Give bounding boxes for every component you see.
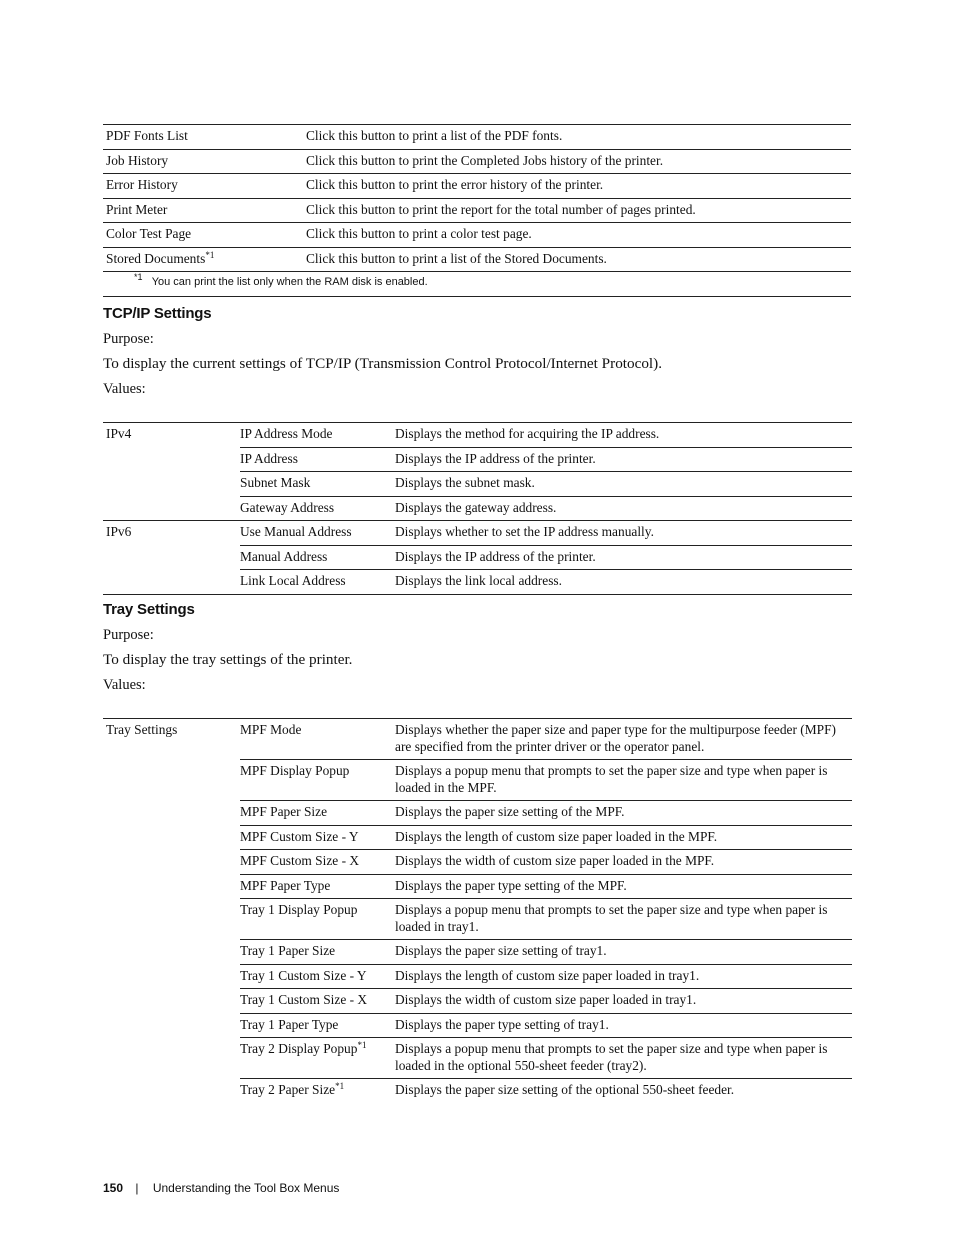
purpose-label: Purpose: (103, 331, 154, 347)
table-row (103, 247, 851, 272)
setting-description: Displays whether the paper size and paper type for the multipurpose feeder (MPF) are specified from the printer driver or the operator panel. (395, 719, 852, 760)
group-name: IPv6 (106, 524, 132, 539)
report-description: Click this button to print a color test page. (306, 223, 851, 248)
report-name: PDF Fonts List (103, 125, 306, 150)
section-heading-tray: Tray Settings (103, 601, 195, 618)
setting-name: IP Address Mode (240, 423, 395, 448)
table-row (103, 174, 851, 199)
report-name: Color Test Page (103, 223, 306, 248)
setting-name: MPF Custom Size - Y (240, 825, 395, 850)
footnote-text: You can print the list only when the RAM disk is enabled. (151, 276, 428, 288)
table-row (103, 521, 852, 546)
setting-name: MPF Paper Type (240, 874, 395, 899)
setting-name: Link Local Address (240, 573, 346, 588)
setting-description: Displays the subnet mask. (395, 472, 852, 497)
report-name: Error History (103, 174, 306, 199)
table-row (103, 198, 851, 223)
setting-name: Use Manual Address (240, 521, 395, 546)
setting-description: Displays the IP address of the printer. (395, 447, 852, 472)
setting-description: Displays the width of custom size paper loaded in the MPF. (395, 850, 852, 875)
report-description: Click this button to print a list of the Stored Documents. (306, 247, 851, 272)
report-description: Click this button to print the Completed Jobs history of the printer. (306, 149, 851, 174)
setting-description: Displays the method for acquiring the IP address. (395, 423, 852, 448)
setting-name: Tray 2 Display Popup$^{*1}$ (240, 1038, 395, 1079)
page-number: 150 (103, 1181, 124, 1195)
setting-name: Tray 1 Custom Size - X (240, 989, 395, 1014)
table-row (103, 719, 852, 760)
setting-description: Displays a popup menu that prompts to set the paper size and type when paper is loaded in tray1. (395, 899, 852, 940)
table-row (103, 223, 851, 248)
setting-description: Displays whether to set the IP address manually. (395, 521, 852, 546)
table-row (103, 423, 852, 448)
table-row (103, 149, 851, 174)
setting-description: Displays the length of custom size paper loaded in the MPF. (395, 825, 852, 850)
setting-name: MPF Paper Size (240, 801, 395, 826)
setting-name: IP Address (240, 447, 395, 472)
setting-description: Displays the paper size setting of the optional 550-sheet feeder. (395, 1082, 735, 1097)
setting-description: Displays the paper type setting of the MPF. (395, 874, 852, 899)
setting-name: MPF Mode (240, 719, 395, 760)
table-footnote (103, 272, 851, 297)
tcpip-values-table (103, 422, 852, 595)
print-reports-table (103, 124, 851, 297)
report-description: Click this button to print the error history of the printer. (306, 174, 851, 199)
setting-description: Displays the paper size setting of tray1. (395, 940, 852, 965)
setting-description: Displays the gateway address. (395, 496, 852, 521)
setting-name: Tray 1 Display Popup (240, 899, 395, 940)
setting-description: Displays a popup menu that prompts to set the paper size and type when paper is loaded in the optional 550-sheet feeder (tray2). (395, 1038, 852, 1079)
values-label: Values: (103, 677, 146, 693)
tray-values-table (103, 718, 852, 1103)
footnote-ref: *1 (357, 1040, 367, 1050)
purpose-label: Purpose: (103, 627, 154, 643)
purpose-text: To display the tray settings of the printer. (103, 651, 353, 668)
purpose-text: To display the current settings of TCP/IP (Transmission Control Protocol/Internet Protocol). (103, 355, 663, 372)
footnote-ref: *1 (205, 249, 215, 260)
footer-separator: | (135, 1181, 139, 1195)
footnote-ref: *1 (335, 1081, 345, 1091)
setting-name: Tray 1 Custom Size - Y (240, 964, 395, 989)
report-description: Click this button to print a list of the PDF fonts. (306, 125, 851, 150)
setting-description: Displays a popup menu that prompts to set the paper size and type when paper is loaded in the MPF. (395, 760, 852, 801)
setting-description: Displays the link local address. (395, 573, 562, 588)
setting-name: Tray 1 Paper Type (240, 1013, 395, 1038)
setting-name: Gateway Address (240, 496, 395, 521)
setting-name: Tray 1 Paper Size (240, 940, 395, 965)
table-row (103, 125, 851, 150)
setting-description: Displays the IP address of the printer. (395, 545, 852, 570)
setting-description: Displays the paper size setting of the MPF. (395, 801, 852, 826)
page-footer (103, 1181, 339, 1195)
section-heading-tcpip: TCP/IP Settings (103, 305, 212, 322)
values-label: Values: (103, 381, 146, 397)
group-name: IPv4 (103, 423, 240, 521)
report-name: Job History (103, 149, 306, 174)
group-name: Tray Settings (106, 722, 178, 737)
setting-description: Displays the length of custom size paper loaded in tray1. (395, 964, 852, 989)
setting-name: MPF Custom Size - X (240, 850, 395, 875)
setting-description: Displays the paper type setting of tray1. (395, 1013, 852, 1038)
setting-name: Manual Address (240, 545, 395, 570)
report-description: Click this button to print the report for the total number of pages printed. (306, 198, 851, 223)
setting-name: MPF Display Popup (240, 760, 395, 801)
footnote-mark: *1 (134, 272, 143, 282)
setting-description: Displays the width of custom size paper loaded in tray1. (395, 989, 852, 1014)
report-name: Stored Documents$^{*1}$ (103, 247, 306, 272)
footer-section-title: Understanding the Tool Box Menus (152, 1181, 340, 1195)
setting-name: Tray 2 Paper Size$^{*1}$ (240, 1081, 345, 1097)
setting-name: Subnet Mask (240, 472, 395, 497)
report-name: Print Meter (103, 198, 306, 223)
